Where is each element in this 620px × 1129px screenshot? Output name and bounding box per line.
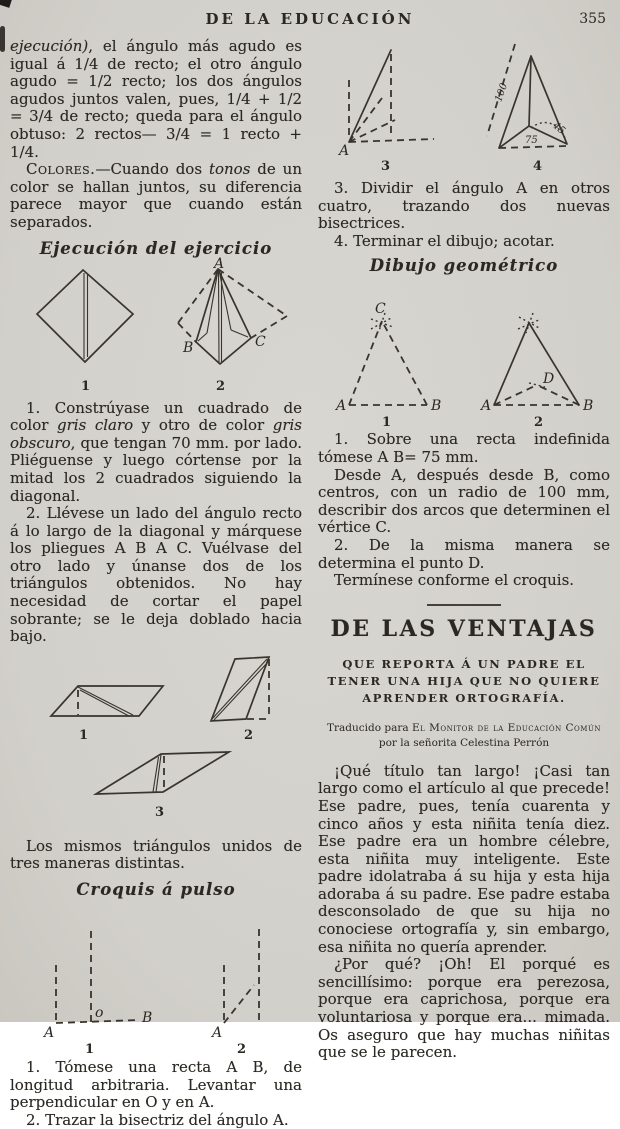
figE-label-B1: B [431,398,442,415]
figure-angle-division [319,38,609,176]
figE-label-C: C [375,301,386,318]
paragraph-dividir: 3. Dividir el ángulo A en otros cuatro, trazando dos nuevas bisectrices. [318,179,610,233]
figD-measure-100: 100 [493,81,511,104]
article-subtitle: QUE REPORTA Á UN PADRE EL TENER UNA HIJA QUE NO QUIERE APRENDER ORTOGRAFÍA. [327,656,601,705]
paragraph-recta-indefinida: 1. Sobre una recta indefinida tómese A B= 75 mm. [318,430,610,466]
article-title: DE LAS VENTAJAS [330,615,598,642]
section-divider [427,604,501,606]
left-column [10,38,302,1129]
figD-measure-45: 45 [550,120,568,137]
paragraph-step1: 1. Constrúyase un cuadrado de color gris claro y otro de color gris obscuro, que tengan 70 mm. por lado. Pliéguense y luego córtense por la mitad los 2 cuadrados siguiendo la diagonal. [10,398,302,505]
figC-label-O: o [95,1005,104,1022]
figB-number-3: 3 [155,804,165,820]
paragraph-terminese: Termínese conforme el croquis. [334,571,575,590]
paragraph-desde-a: Desde A, después desde B, como centros, con un radio de 100 mm, describir dos arcos que determinen el vértice C. [318,465,610,537]
figure-triangle-unions [11,646,301,834]
figE-label-A2: A [481,398,492,415]
figA-label-C: C [255,333,266,350]
page-header [0,10,620,36]
figC-label-B: B [142,1010,153,1027]
figD-measure-75: 75 [525,135,538,146]
section-heading-dibujo: Dibujo geométrico [369,256,559,276]
figA-label-A: A [214,255,225,272]
paragraph-terminar: 4. Terminar el dibujo; acotar. [334,231,555,250]
paragraph-angles: ejecución), el ángulo más agudo es igual á 1/4 de recto; el otro ángulo agudo = 1/2 recto; los dos ángulos agudos juntos valen, pues, 1/4 + 1/2 = 3/4 de recto; queda para el ángulo obtuso: 2 rectos— 3/4 = 1 recto + 1/4. [10,37,302,161]
figA-label-B: B [183,339,194,356]
paragraph-que-titulo: ¡Qué título tan largo! ¡Casi tan largo como el artículo al que precede! Ese padre, pues, tenía cuarenta y cinco años y esta niñita tenía diez. Ese padre era un hombre célebre, esta niñita muy inteligente. Este padre idolatraba á su hija y esta hija adoraba á su padre. Ese padre estaba desconsolado de que su hija no conociese ortografía y, sin embargo, esa niñita no quería aprender. [318,761,610,956]
paragraph-step2: 2. Llévese un lado del ángulo recto á lo largo de la diagonal y márquese los pliegues A B A C. Vuélvase del otro lado y únanse dos de los triángulos obtenidos. No hay necesidad de cortar el papel sobrante; se le deja doblado hacia bajo. [10,504,302,646]
figC-label-A1: A [44,1025,55,1042]
section-heading-ejecucion: Ejecución del ejercicio [39,238,273,258]
translation-credit: Traducido para El Monitor de la Educación Común por la señorita Celestina Perrón [326,721,601,749]
figD-label-A: A [339,143,350,159]
figD-number-4: 4 [533,159,543,174]
figB-number-1: 1 [79,727,89,743]
figure-fold-diamond [15,255,297,396]
figE-label-A1: A [336,398,347,415]
page-number: 355 [579,11,606,27]
figC-label-A2: A [212,1025,223,1042]
figB-number-2: 2 [244,727,254,743]
figure-croquis-pulso [11,903,301,1058]
right-column [318,38,610,1129]
figure-dibujo-geometrico [319,279,609,431]
scan-artifact [0,0,12,8]
paragraph-tomese: 1. Tómese una recta A B, de longitud arbitraria. Levantar una perpendicular en O y en A. [10,1058,302,1112]
figE-label-D: D [543,371,555,388]
figD-number-3: 3 [381,159,391,174]
running-title: DE LA EDUCACIÓN [205,10,415,28]
paragraph-punto-d: 2. De la misma manera se determina el punto D. [318,535,610,572]
paragraph-caption-triangles: Los mismos triángulos unidos de tres maneras distintas. [10,836,302,873]
figA-number-1: 1 [81,378,91,394]
figE-number-1: 1 [382,415,392,431]
figC-number-1: 1 [85,1042,95,1058]
figE-label-B2: B [583,398,594,415]
paragraph-por-que: ¿Por qué? ¡Oh! El porqué es sencillísimo: porque era perezosa, porque era caprichosa, porque era voluntariosa y porque era... mimada. Os aseguro que hay muchas niñitas que se le parecen. [318,955,610,1062]
paragraph-bisectriz: 2. Trazar la bisectriz del ángulo A. [26,1110,289,1129]
figE-number-2: 2 [534,415,544,431]
two-column-body [10,38,610,1129]
figA-number-2: 2 [216,378,226,394]
figC-number-2: 2 [237,1042,247,1058]
paragraph-colores: Colores.—Cuando dos tonos de un color se hallan juntos, su diferencia parece mayor que cuando están separados. [10,160,302,231]
section-heading-croquis: Croquis á pulso [76,880,236,900]
